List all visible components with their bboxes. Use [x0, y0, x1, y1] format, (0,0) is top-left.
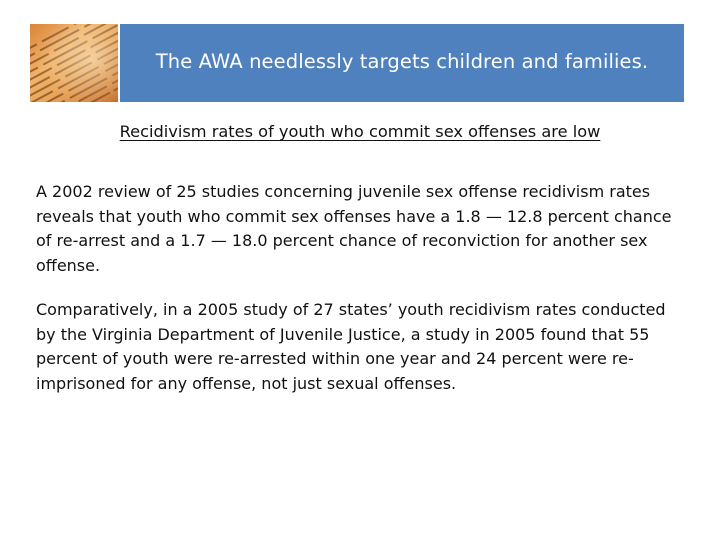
- body-paragraph-2: Comparatively, in a 2005 study of 27 states’ youth recidivism rates conducted by the Virginia Department of Juvenile Justice, a study in 2005 found that 55 percent of youth were re-arrested within one year and 24 percent were re-imprisoned for any offense, not just sexual offenses.: [36, 300, 666, 393]
- newspaper-photo: [30, 24, 118, 102]
- body-paragraph-1: A 2002 review of 25 studies concerning juvenile sex offense recidivism rates reveals that youth who commit sex offenses have a 1.8 — 12.8 percent chance of re-arrest and a 1.7 — 18.0 percent chance of reconviction for another sex offense.: [36, 182, 672, 275]
- section-heading: [0, 122, 720, 141]
- section-heading-text: Recidivism rates of youth who commit sex offenses are low: [119, 122, 601, 141]
- title-banner: [120, 24, 684, 102]
- newspaper-photo-graphic: [30, 24, 118, 102]
- slide-title: The AWA needlessly targets children and families.: [155, 50, 649, 73]
